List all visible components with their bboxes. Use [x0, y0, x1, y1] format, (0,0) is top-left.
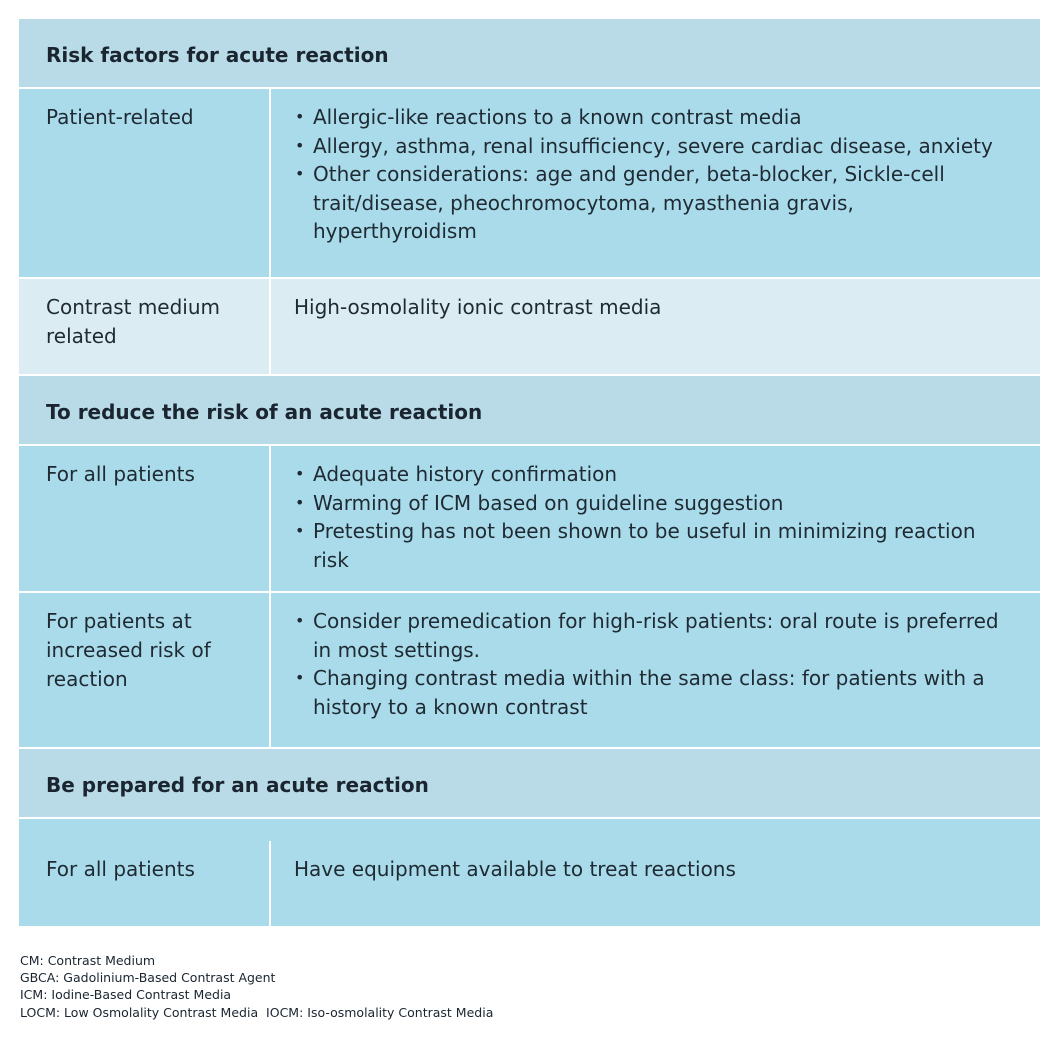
table-row-contrast-medium-related	[19, 279, 1040, 376]
section-header-be-prepared: Be prepared for an acute reaction	[19, 749, 1040, 819]
bullet-list	[294, 460, 1016, 574]
footnote: GBCA: Gadolinium-Based Contrast Agent	[20, 970, 276, 986]
bullet-item: • Warming of ICM based on guideline suggestion	[294, 489, 1016, 518]
row-content	[271, 593, 1040, 747]
bullet-item: • Pretesting has not been shown to be useful in minimizing reaction risk	[294, 517, 1016, 574]
bullet-list	[294, 607, 1016, 721]
bullet-item: • Allergic-like reactions to a known contrast media	[294, 103, 1016, 132]
bullet-item: • Changing contrast media within the same class: for patients with a history to a known contrast	[294, 664, 1016, 721]
bullet-item: • Other considerations: age and gender, beta-blocker, Sickle-cell trait/disease, pheochromocytoma, myasthenia gravis, hyperthyroidism	[294, 160, 1016, 246]
row-content	[271, 446, 1040, 591]
row-label: For all patients	[19, 446, 271, 591]
table-row-patient-related	[19, 89, 1040, 279]
footnote: LOCM: Low Osmolality Contrast Media IOCM: Iso-osmolality Contrast Media	[20, 1004, 494, 1020]
row-label: For all patients	[19, 841, 271, 926]
footnote: CM: Contrast Medium	[20, 953, 156, 968]
table-row-all-patients	[19, 446, 1040, 593]
table-row-increased-risk	[19, 593, 1040, 749]
row-content: High-osmolality ionic contrast media	[294, 295, 662, 319]
section-header-risk-factors: Risk factors for acute reaction	[19, 19, 1040, 89]
bullet-item: • Adequate history confirmation	[294, 460, 1016, 489]
contrast-reaction-table	[19, 19, 1040, 926]
bullet-item: • Allergy, asthma, renal insufficiency, severe cardiac disease, anxiety	[294, 132, 1016, 161]
footnotes	[20, 952, 493, 1021]
row-label: Contrast medium related	[19, 279, 271, 374]
bullet-item: • Consider premedication for high-risk patients: oral route is preferred in most settings.	[294, 607, 1016, 664]
row-label: Patient-related	[19, 89, 271, 277]
table-row-be-prepared-all-patients	[19, 819, 1040, 926]
section-header-reduce-risk: To reduce the risk of an acute reaction	[19, 376, 1040, 446]
row-content: Have equipment available to treat reactions	[294, 857, 736, 881]
footnote: ICM: Iodine-Based Contrast Media	[20, 987, 232, 1003]
bullet-list	[294, 103, 1016, 246]
row-content	[271, 89, 1040, 277]
row-label: For patients at increased risk of reaction	[19, 593, 271, 747]
